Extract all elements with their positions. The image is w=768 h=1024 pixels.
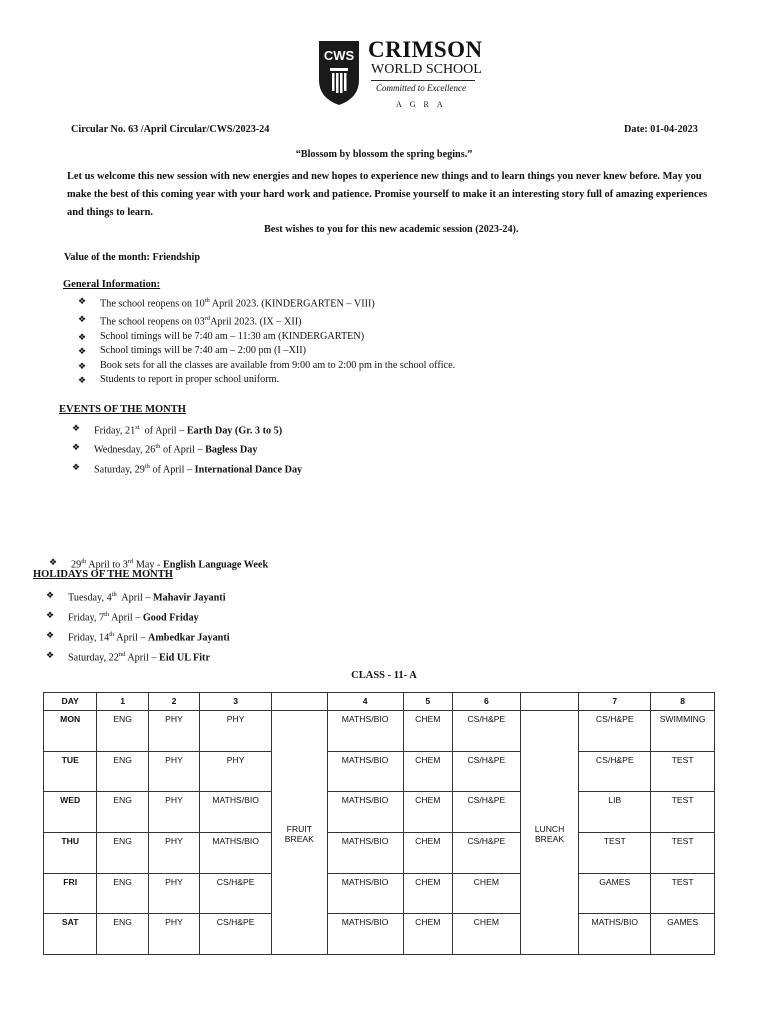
timetable-period-cell: CS/H&PE <box>200 914 272 955</box>
item-text: April – <box>125 652 160 664</box>
welcome-paragraph <box>67 168 757 222</box>
timetable-period-cell: SWIMMING <box>651 711 715 752</box>
school-name-line1: CRIMSON <box>368 37 483 62</box>
timetable-period-cell: CS/H&PE <box>579 711 651 752</box>
circular-number: Circular No. 63 /April Circular/CWS/2023-24 <box>71 124 270 135</box>
ordinal-suffix: st <box>135 424 140 431</box>
events-title: EVENTS OF THE MONTH <box>59 404 186 415</box>
general-info-item <box>78 373 455 388</box>
timetable-period-cell: CHEM <box>403 751 452 792</box>
timetable-period-cell: MATHS/BIO <box>327 711 403 752</box>
timetable-header-cell: 7 <box>579 693 651 711</box>
logo-abbr: CWS <box>323 48 355 63</box>
item-text: Saturday, 22 <box>68 652 119 664</box>
welcome-line: Let us welcome this new session with new energies and new hopes to experience new things and to learn things you never knew before. May you <box>67 171 702 182</box>
timetable-row <box>44 711 715 752</box>
timetable-day-cell: SAT <box>44 914 97 955</box>
timetable-period-cell: ENG <box>97 792 148 833</box>
timetable-period-cell: ENG <box>97 711 148 752</box>
timetable-header-cell: 3 <box>200 693 272 711</box>
event-item <box>72 439 302 458</box>
timetable-header-cell: 1 <box>97 693 148 711</box>
timetable-period-cell: MATHS/BIO <box>327 751 403 792</box>
timetable-period-cell: PHY <box>148 914 199 955</box>
ordinal-suffix: th <box>144 462 150 470</box>
item-text: School timings will be 7:40 am – 2:00 pm (I –XII) <box>100 345 306 357</box>
item-highlight: Good Friday <box>142 612 199 624</box>
item-text: April to 3 <box>86 559 128 571</box>
circular-date: Date: 01-04-2023 <box>624 124 698 135</box>
item-text: Students to report in proper school uniform. <box>100 374 280 386</box>
timetable-period-cell: CHEM <box>403 833 452 874</box>
timetable-day-cell: THU <box>44 833 97 874</box>
best-wishes: Best wishes to you for this new academic session (2023-24). <box>264 224 519 235</box>
timetable-header-cell <box>272 693 327 711</box>
lunch-break-cell <box>520 711 579 955</box>
welcome-line: make the best of this coming year with your hard work and patience. Promise yourself to make it an interesting story full of amazing experiences <box>67 189 708 200</box>
timetable-day-cell: WED <box>44 792 97 833</box>
break-label: BREAK <box>284 834 314 845</box>
timetable-period-cell: ENG <box>97 833 148 874</box>
timetable-header-row <box>44 693 715 711</box>
timetable-period-cell: MATHS/BIO <box>200 833 272 874</box>
general-info-item <box>78 359 455 374</box>
timetable-period-cell: PHY <box>148 792 199 833</box>
item-highlight: English Language Week <box>163 559 269 571</box>
timetable-day-cell: TUE <box>44 751 97 792</box>
event-item <box>72 420 302 439</box>
timetable-period-cell: LIB <box>579 792 651 833</box>
item-text: Friday, 7 <box>68 612 105 624</box>
timetable-period-cell: CHEM <box>452 914 520 955</box>
item-text: Tuesday, 4 <box>68 592 112 604</box>
item-text: The school reopens on 03 <box>100 316 205 328</box>
timetable-period-cell: PHY <box>148 711 199 752</box>
holiday-item <box>46 647 230 667</box>
school-tagline: Committed to Excellence <box>376 83 466 93</box>
holiday-item <box>46 587 230 607</box>
timetable-period-cell: TEST <box>579 833 651 874</box>
timetable-period-cell: MATHS/BIO <box>579 914 651 955</box>
item-highlight: Bagless Day <box>205 444 258 456</box>
timetable-row <box>44 792 715 833</box>
event-item <box>72 459 302 478</box>
timetable-period-cell: ENG <box>97 914 148 955</box>
timetable-period-cell: PHY <box>148 751 199 792</box>
break-label: FRUIT <box>286 824 312 835</box>
school-city: AGRA <box>396 100 451 109</box>
timetable-period-cell: CS/H&PE <box>452 792 520 833</box>
timetable-header-cell: 4 <box>327 693 403 711</box>
timetable-period-cell: PHY <box>200 751 272 792</box>
ordinal-suffix: rd <box>204 314 211 322</box>
ordinal-suffix: th <box>111 591 117 598</box>
timetable-period-cell: ENG <box>97 873 148 914</box>
school-name-block <box>368 38 483 109</box>
general-info-list <box>78 294 455 388</box>
timetable-row <box>44 751 715 792</box>
general-info-item <box>78 330 455 345</box>
timetable-period-cell: GAMES <box>579 873 651 914</box>
item-highlight: International Dance Day <box>194 464 303 476</box>
timetable-header-cell: 5 <box>403 693 452 711</box>
break-label: BREAK <box>534 834 565 845</box>
item-highlight: Ambedkar Jayanti <box>147 632 230 644</box>
quote: “Blossom by blossom the spring begins.” <box>295 149 473 160</box>
events-list <box>72 420 302 478</box>
general-info-item <box>78 344 455 359</box>
timetable-period-cell: ENG <box>97 751 148 792</box>
timetable-period-cell: MATHS/BIO <box>200 792 272 833</box>
timetable-period-cell: MATHS/BIO <box>327 792 403 833</box>
ordinal-suffix: th <box>204 297 210 304</box>
timetable-header-cell: DAY <box>44 693 97 711</box>
timetable-day-cell: MON <box>44 711 97 752</box>
general-info-title: General Information: <box>63 279 161 290</box>
timetable-period-cell: TEST <box>651 792 715 833</box>
item-text: April 2023. (KINDERGARTEN – VIII) <box>209 298 375 310</box>
timetable-title: CLASS - 11- A <box>351 670 417 681</box>
item-text: 29 <box>71 559 82 571</box>
item-text: April – <box>114 632 148 644</box>
timetable-period-cell: PHY <box>148 833 199 874</box>
item-text: May - <box>133 559 163 571</box>
item-text: Book sets for all the classes are available from 9:00 am to 2:00 pm in the school office. <box>100 359 456 371</box>
timetable-period-cell: MATHS/BIO <box>327 833 403 874</box>
item-text: April – <box>109 612 143 624</box>
timetable-period-cell: TEST <box>651 751 715 792</box>
welcome-line: and things to learn. <box>67 207 154 218</box>
timetable-period-cell: MATHS/BIO <box>327 914 403 955</box>
school-name-line2: WORLD SCHOOL <box>371 62 482 77</box>
value-of-month: Value of the month: Friendship <box>64 252 201 263</box>
timetable-period-cell: CHEM <box>403 873 452 914</box>
timetable-period-cell: MATHS/BIO <box>327 873 403 914</box>
ordinal-suffix: th <box>109 630 115 638</box>
timetable-period-cell: CHEM <box>452 873 520 914</box>
ordinal-suffix: th <box>155 443 161 451</box>
ordinal-suffix: th <box>104 610 110 618</box>
timetable-header-cell <box>520 693 579 711</box>
timetable-row <box>44 833 715 874</box>
ordinal-suffix: th <box>81 558 87 565</box>
item-highlight: Mahavir Jayanti <box>152 592 226 604</box>
item-text: Saturday, 29 <box>94 464 145 476</box>
item-highlight: Earth Day (Gr. 3 to 5) <box>186 425 283 437</box>
timetable-row <box>44 914 715 955</box>
item-text: April 2023. (IX – XII) <box>210 316 302 328</box>
item-text: of April – <box>149 464 195 476</box>
timetable-period-cell: CS/H&PE <box>579 751 651 792</box>
general-info-item <box>78 294 455 312</box>
holidays-title: HOLIDAYS OF THE MONTH <box>33 569 173 580</box>
timetable <box>43 692 715 955</box>
timetable-day-cell: FRI <box>44 873 97 914</box>
timetable-row <box>44 873 715 914</box>
timetable-period-cell: CHEM <box>403 711 452 752</box>
timetable-header-cell: 8 <box>651 693 715 711</box>
timetable-period-cell: GAMES <box>651 914 715 955</box>
divider <box>371 80 475 81</box>
ordinal-suffix: nd <box>118 650 126 658</box>
item-text: Wednesday, 26 <box>94 444 156 456</box>
item-text: School timings will be 7:40 am – 11:30 am (KINDERGARTEN) <box>100 330 365 342</box>
timetable-period-cell: CS/H&PE <box>452 711 520 752</box>
item-text: Friday, 21 <box>94 425 136 437</box>
timetable-period-cell: CS/H&PE <box>452 751 520 792</box>
timetable-period-cell: CS/H&PE <box>200 873 272 914</box>
break-label: LUNCH <box>534 824 565 835</box>
item-text: April – <box>116 592 153 604</box>
item-text: of April – <box>160 444 206 456</box>
item-text: The school reopens on 10 <box>100 298 205 310</box>
timetable-period-cell: CHEM <box>403 914 452 955</box>
item-text: Friday, 14 <box>68 632 110 644</box>
holidays-list <box>46 587 230 667</box>
holiday-item <box>46 627 230 647</box>
timetable-period-cell: TEST <box>651 833 715 874</box>
fruit-break-cell <box>272 711 327 955</box>
item-highlight: Eid UL Fitr <box>159 652 210 664</box>
timetable-period-cell: PHY <box>200 711 272 752</box>
timetable-period-cell: PHY <box>148 873 199 914</box>
holiday-item <box>46 607 230 627</box>
ordinal-suffix: rd <box>127 558 134 565</box>
timetable-header-cell: 2 <box>148 693 199 711</box>
school-logo-shield <box>318 40 360 106</box>
timetable-period-cell: TEST <box>651 873 715 914</box>
general-info-item <box>78 312 455 330</box>
timetable-header-cell: 6 <box>452 693 520 711</box>
timetable-period-cell: CS/H&PE <box>452 833 520 874</box>
timetable-period-cell: CHEM <box>403 792 452 833</box>
item-text: of April – <box>139 425 187 437</box>
